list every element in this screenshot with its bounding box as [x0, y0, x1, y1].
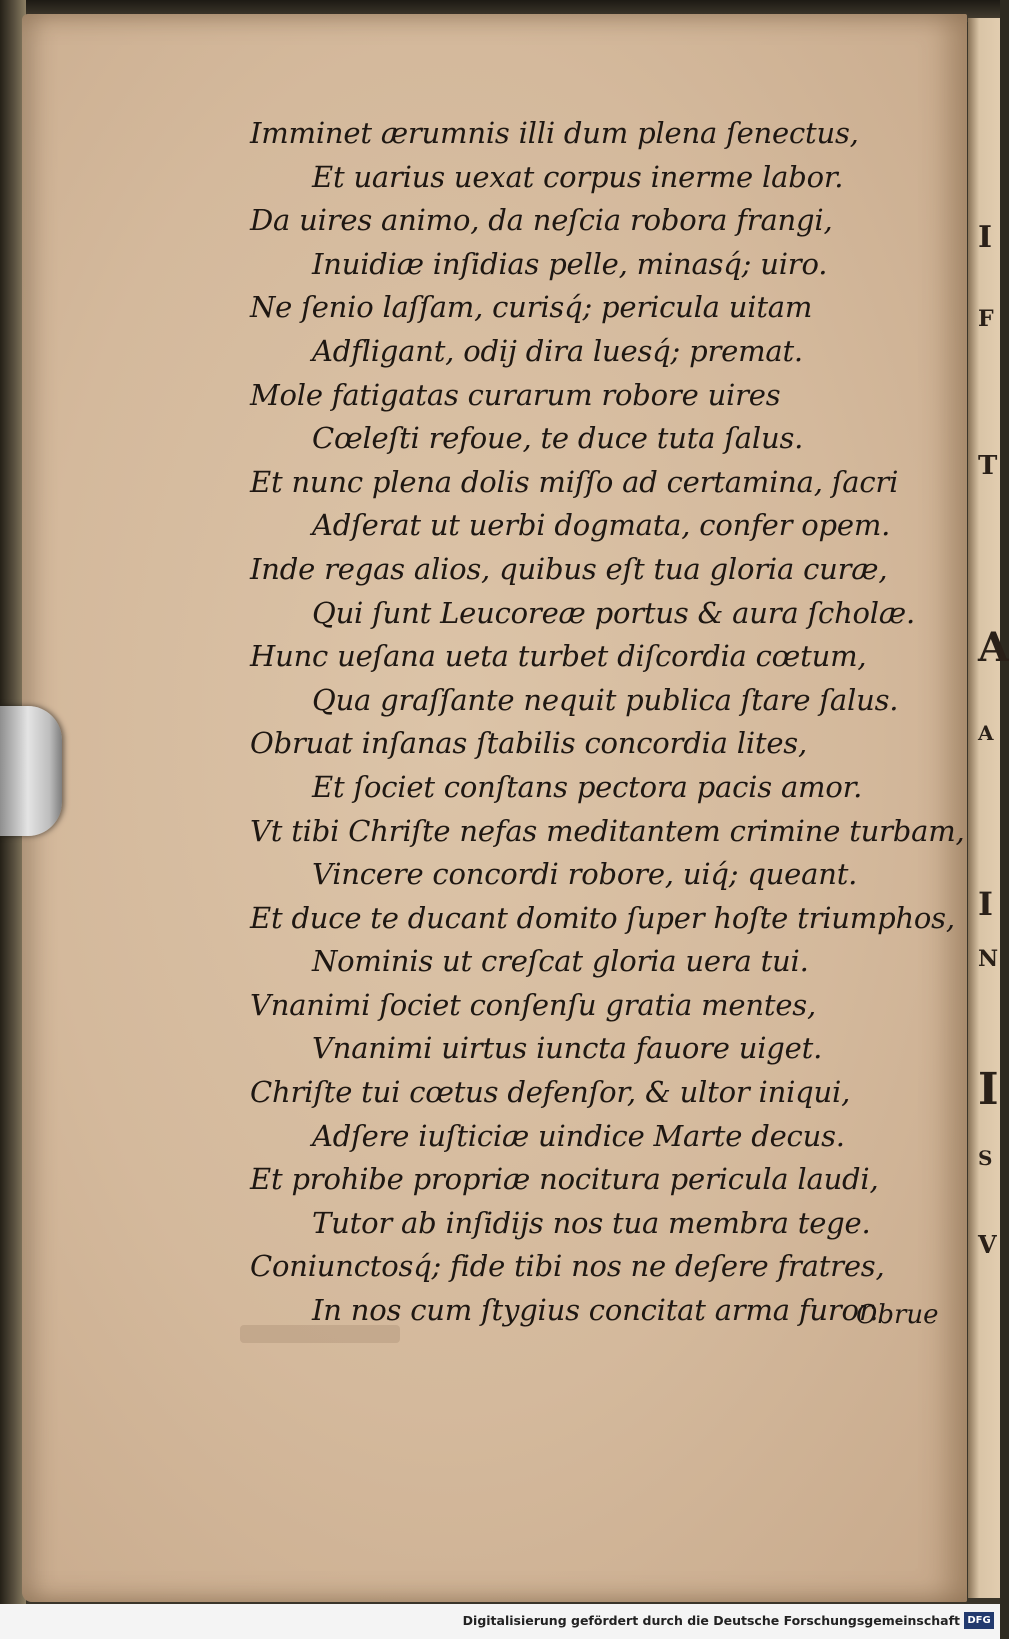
adjacent-page-mark: T	[978, 451, 998, 481]
verse-line: Vnanimi ſociet conſenſu gratia mentes,	[250, 987, 816, 1022]
adjacent-page-mark: V	[978, 1230, 997, 1259]
adjacent-page-mark: F	[978, 306, 994, 332]
verse-line: Vnanimi uirtus iuncta fauore uiget.	[312, 1031, 823, 1066]
adjacent-page-mark: I	[978, 885, 993, 923]
adjacent-page-mark: I	[978, 220, 993, 255]
adjacent-page-mark: I	[978, 1064, 999, 1115]
verse-line: Vt tibi Chriſte nefas meditantem crimine turbam,	[250, 813, 965, 848]
adjacent-page-mark: N	[978, 946, 999, 972]
verse-line: In nos cum ſtygius concitat arma furor.	[312, 1293, 879, 1328]
verse-line: Coniunctosq́; fide tibi nos ne deſere fratres,	[250, 1249, 885, 1284]
verse-line: Et nunc plena dolis miſſo ad certamina, ſacri	[250, 464, 899, 499]
adjacent-page-edge	[968, 18, 1009, 1598]
verse-line: Et uarius uexat corpus inerme labor.	[312, 159, 844, 194]
catchword: Obrue	[856, 1300, 939, 1330]
verse-line: Hunc ueſana ueta turbet diſcordia cœtum,	[250, 639, 867, 674]
dfg-logo: DFG	[964, 1612, 994, 1629]
verse-line: Adſere iuſticiæ uindice Marte decus.	[312, 1118, 845, 1153]
page-holder-clip	[0, 706, 62, 836]
verse-line: Nominis ut creſcat gloria uera tui.	[312, 944, 809, 979]
verse-line: Imminet ærumnis illi dum plena ſenectus,	[250, 116, 859, 150]
verse-line: Et ſociet conſtans pectora pacis amor.	[312, 769, 863, 804]
verse-line: Ne ſenio laſſam, curisq́; pericula uitam	[250, 290, 813, 325]
verse-line: Cœleſti refoue, te duce tuta ſalus.	[312, 421, 804, 456]
verse-line: Da uires animo, da neſcia robora frangi,	[250, 203, 833, 238]
funding-credit-text: Digitalisierung gefördert durch die Deutsche Forschungsgemeinschaft	[462, 1613, 960, 1628]
verse-line: Vincere concordi robore, uiq́; queant.	[312, 857, 858, 892]
verse-line: Chriſte tui cœtus defenſor, & ultor iniqui,	[250, 1075, 851, 1110]
verse-line: Adſerat ut uerbi dogmata, confer opem.	[312, 508, 891, 543]
verse-line: Adfligant, odij dira luesq́; premat.	[312, 333, 803, 368]
verse-text-block	[250, 112, 965, 1333]
verse-line: Obruat inſanas ſtabilis concordia lites,	[250, 726, 808, 761]
verse-line: Qui ſunt Leucoreæ portus & aura ſcholæ.	[312, 595, 915, 630]
verse-line: Mole fatigatas curarum robore uires	[250, 377, 781, 412]
verse-line: Inde regas alios, quibus eſt tua gloria curæ,	[250, 551, 888, 586]
verse-line: Inuidiæ inſidias pelle, minasq́; uiro.	[312, 246, 828, 281]
adjacent-page-mark: S	[978, 1146, 993, 1170]
verse-line: Et duce te ducant domito ſuper hoſte triumphos,	[250, 900, 955, 935]
funding-footer	[0, 1604, 1000, 1639]
adjacent-page-mark: A	[978, 624, 1009, 671]
verse-line: Qua graſſante nequit publica ſtare ſalus.	[312, 682, 899, 717]
verse-line: Et prohibe propriæ nocitura pericula laudi,	[250, 1162, 879, 1197]
verse-line: Tutor ab inſidijs nos tua membra tege.	[312, 1205, 871, 1240]
adjacent-page-mark: A	[978, 721, 994, 745]
